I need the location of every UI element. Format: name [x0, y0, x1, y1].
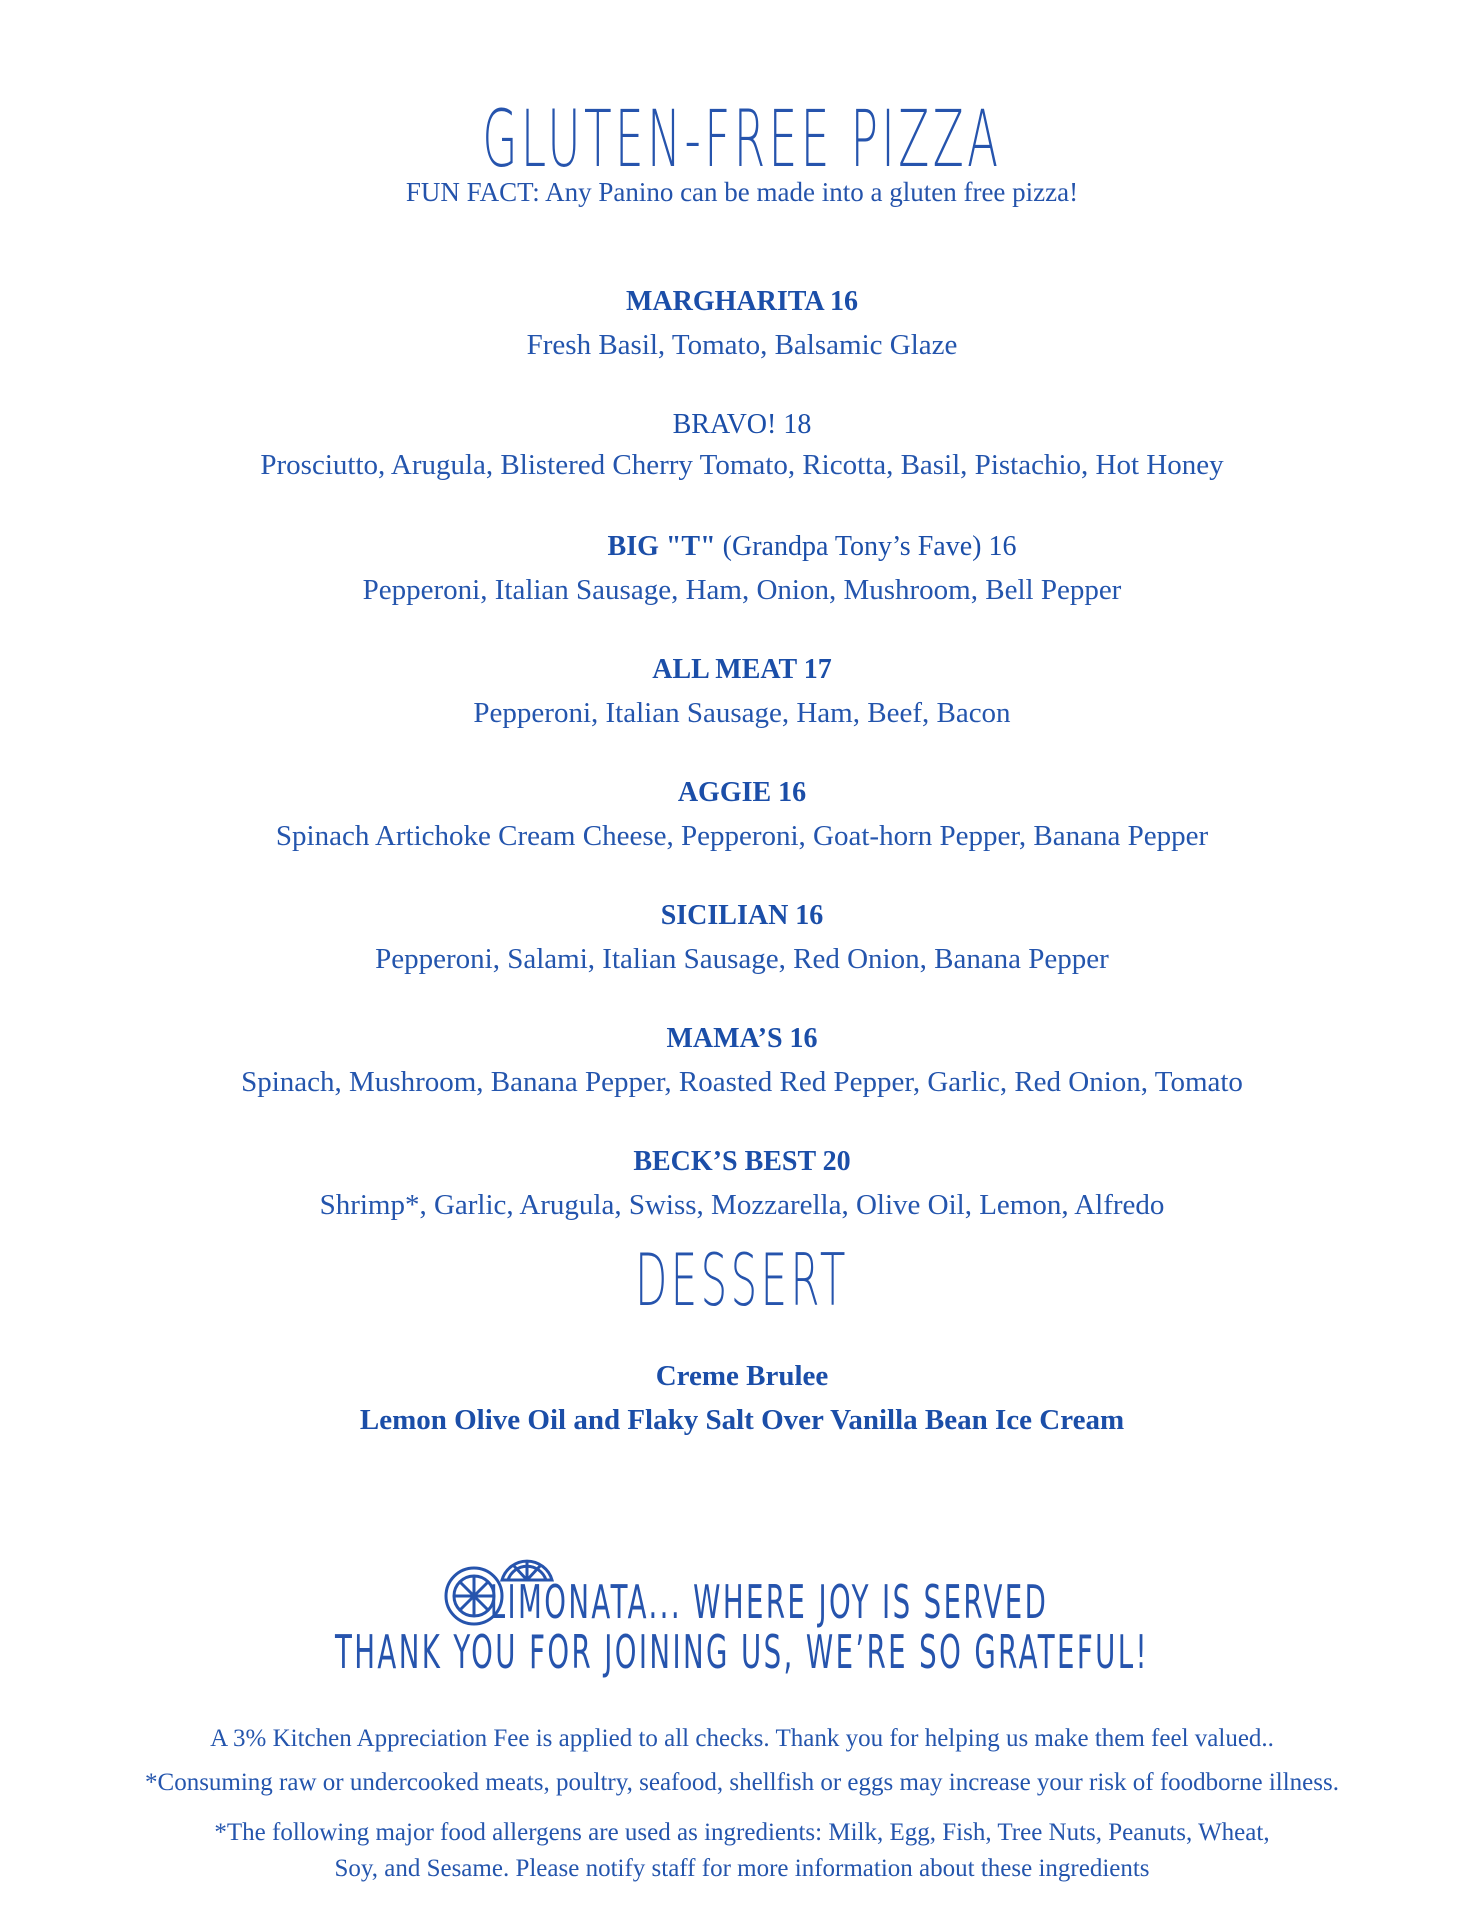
dessert-item: Creme Brulee	[655, 1360, 829, 1392]
item-name: ALL MEAT 17	[652, 654, 832, 685]
item-name-rest: (Grandpa Tony’s Fave) 16	[715, 531, 1017, 562]
menu-item-becks-best	[0, 1145, 1484, 1222]
item-name: AGGIE 16	[677, 777, 807, 808]
item-name: MAMA’S 16	[666, 1023, 818, 1054]
menu-item-all-meat	[0, 653, 1484, 730]
menu-item-big-t	[0, 530, 1484, 607]
dessert-item: Lemon Olive Oil and Flaky Salt Over Vanilla Bean Ice Cream	[359, 1404, 1125, 1436]
item-name-bold: BIG "T"	[607, 531, 716, 562]
item-name: SICILIAN 16	[660, 900, 824, 931]
item-description: Pepperoni, Italian Sausage, Ham, Onion, Mushroom, Bell Pepper	[362, 574, 1122, 606]
item-description: Fresh Basil, Tomato, Balsamic Glaze	[526, 329, 958, 361]
item-description: Shrimp*, Garlic, Arugula, Swiss, Mozzarella, Olive Oil, Lemon, Alfredo	[319, 1189, 1165, 1221]
consumption-warning: *Consuming raw or undercooked meats, poultry, seafood, shellfish or eggs may increase your risk of foodborne illness.	[145, 1769, 1339, 1796]
tagline-line-2: THANK YOU FOR JOINING US, WE’RE SO GRATEFUL!	[335, 1625, 1149, 1679]
item-description: Spinach, Mushroom, Banana Pepper, Roasted Red Pepper, Garlic, Red Onion, Tomato	[241, 1066, 1243, 1098]
item-description: Spinach Artichoke Cream Cheese, Pepperoni, Goat-horn Pepper, Banana Pepper	[275, 820, 1209, 852]
item-description: Pepperoni, Italian Sausage, Ham, Beef, Bacon	[473, 697, 1011, 729]
item-name: BECK’S BEST 20	[633, 1146, 851, 1177]
kitchen-fee-note: A 3% Kitchen Appreciation Fee is applied to all checks. Thank you for helping us make them feel valued..	[210, 1725, 1274, 1752]
menu-item-bravo	[0, 408, 1484, 482]
menu-item-aggie	[0, 776, 1484, 853]
item-name	[0, 530, 1484, 564]
menu-item-mamas	[0, 1022, 1484, 1099]
dessert-title: DESSERT	[635, 1238, 849, 1322]
page-title: GLUTEN-FREE PIZZA	[482, 95, 1002, 185]
tagline-line-1: LIMONATA... WHERE JOY IS SERVED	[489, 1575, 1049, 1629]
allergen-note-line-2: Soy, and Sesame. Please notify staff for more information about these ingredients	[334, 1855, 1150, 1882]
item-name: BRAVO! 18	[672, 409, 812, 440]
item-description: Pepperoni, Salami, Italian Sausage, Red Onion, Banana Pepper	[375, 943, 1109, 975]
allergen-note-line-1: *The following major food allergens are used as ingredients: Milk, Egg, Fish, Tree Nuts, Peanuts, Wheat,	[214, 1819, 1270, 1846]
fun-fact-note: FUN FACT: Any Panino can be made into a gluten free pizza!	[405, 177, 1079, 207]
menu-item-sicilian	[0, 899, 1484, 976]
item-name: MARGHARITA 16	[625, 286, 859, 317]
menu-item-margharita	[0, 285, 1484, 362]
item-description: Prosciutto, Arugula, Blistered Cherry Tomato, Ricotta, Basil, Pistachio, Hot Honey	[260, 449, 1224, 481]
